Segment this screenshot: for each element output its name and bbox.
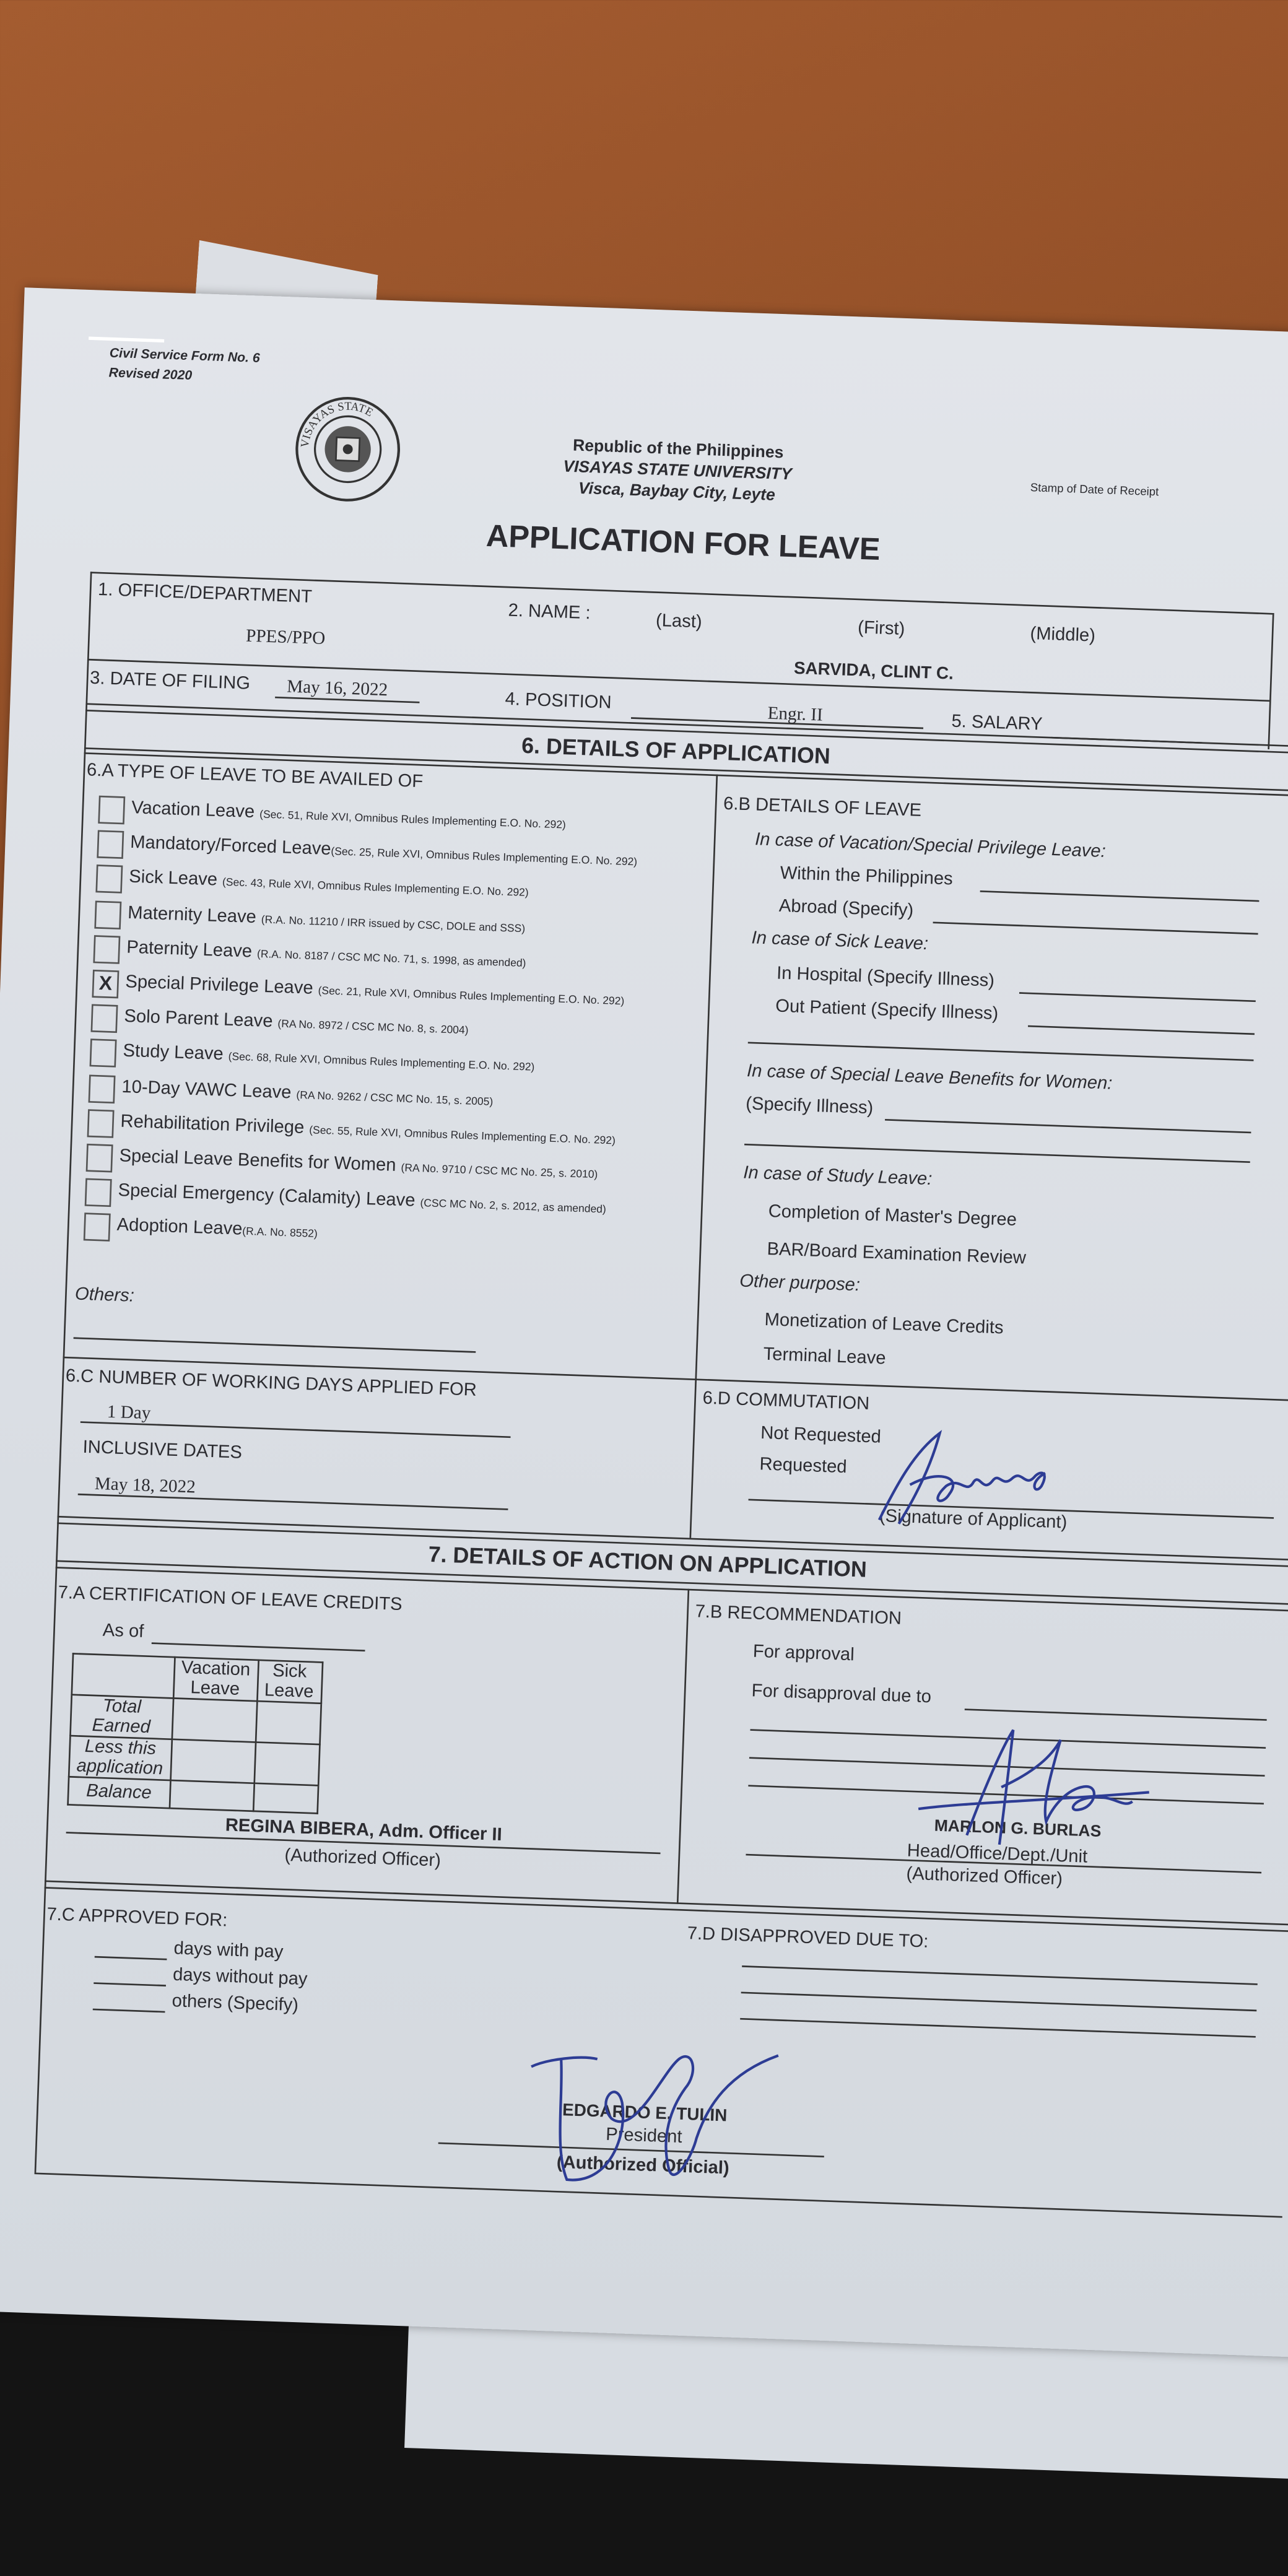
bar-review-option[interactable]: BAR/Board Examination Review [767,1240,1027,1269]
certifying-officer-name: REGINA BIBERA, Adm. Officer II [225,1816,503,1845]
section-6b-heading: 6.B DETAILS OF LEAVE [723,794,922,821]
name-last-label: (Last) [655,611,703,633]
leave-name: Rehabilitation Privilege [120,1112,305,1138]
leave-citation: (Sec. 21, Rule XVI, Omnibus Rules Implementing E.O. No. 292) [318,985,625,1008]
applicant-signature-label: (Signature of Applicant) [879,1507,1068,1533]
checkbox[interactable] [89,1075,116,1104]
not-requested-option[interactable]: Not Requested [760,1424,882,1448]
sick-case-heading: In case of Sick Leave: [751,928,929,955]
others-label: Others: [74,1284,135,1307]
office-value[interactable]: PPES/PPO [245,626,326,650]
abroad-label: Abroad (Specify) [778,896,914,921]
office-label: 1. OFFICE/DEPARTMENT [97,580,313,607]
position-label: 4. POSITION [505,689,612,713]
monetization-option[interactable]: Monetization of Leave Credits [764,1310,1004,1339]
cell[interactable] [170,1739,255,1783]
approving-signature-icon [511,2033,796,2199]
recommending-officer-role: (Authorized Officer) [905,1864,1063,1890]
checkbox[interactable] [90,1038,117,1068]
date-filing-label: 3. DATE OF FILING [89,668,251,694]
recommending-officer-name: MARLON G. BURLAS [934,1817,1102,1842]
name-label: 2. NAME : [508,601,591,624]
other-purpose-heading: Other purpose: [739,1271,861,1296]
checkbox[interactable] [91,1004,118,1033]
row-label: Less this application [69,1736,172,1780]
requested-option[interactable]: Requested [759,1455,848,1478]
checkbox[interactable] [84,1212,111,1242]
leave-citation: (Sec. 55, Rule XVI, Omnibus Rules Implementing E.O. No. 292) [308,1125,616,1147]
for-approval-option[interactable]: For approval [752,1642,855,1666]
inclusive-dates-value[interactable]: May 18, 2022 [94,1474,196,1498]
form-title: APPLICATION FOR LEAVE [485,520,881,568]
leave-name: Adoption Leave [116,1215,243,1240]
cell[interactable] [255,1701,321,1744]
section-6d-heading: 6.D COMMUTATION [702,1388,870,1414]
checkbox[interactable] [85,1178,112,1208]
leave-name: Paternity Leave [126,938,253,962]
university-address: Visca, Baybay City, Leyte [578,480,776,505]
leave-citation: (R.A. No. 8187 / CSC MC No. 71, s. 1998, as amended) [256,949,526,970]
name-first-label: (First) [857,618,905,640]
approving-official-title: President [605,2125,683,2147]
section-7d-heading: 7.D DISAPPROVED DUE TO: [687,1924,929,1952]
checkbox-checked[interactable]: X [92,970,119,999]
leave-name: Solo Parent Leave [123,1007,274,1032]
applicant-signature-icon [863,1417,1080,1540]
for-disapproval-option[interactable]: For disapproval due to [751,1681,932,1708]
out-patient-label: Out Patient (Specify Illness) [775,996,999,1025]
checkbox[interactable] [98,796,125,825]
section-7b-heading: 7.B RECOMMENDATION [695,1602,902,1629]
vacation-case-heading: In case of Vacation/Special Privilege Leave: [754,830,1107,862]
leave-citation: (Sec. 51, Rule XVI, Omnibus Rules Implementing E.O. No. 292) [259,809,567,832]
checkbox[interactable] [86,1144,113,1173]
leave-citation: (Sec. 25, Rule XVI, Omnibus Rules Implementing E.O. No. 292) [331,846,638,869]
leave-name: Special Emergency (Calamity) Leave [118,1181,416,1211]
leave-name: Maternity Leave [127,903,257,928]
section-7a-heading: 7.A CERTIFICATION OF LEAVE CREDITS [58,1583,403,1616]
checkbox[interactable] [97,830,124,859]
masters-degree-option[interactable]: Completion of Master's Degree [768,1202,1017,1230]
days-without-pay-label: days without pay [172,1965,308,1990]
women-specify-label: (Specify Illness) [745,1094,874,1119]
cell[interactable] [254,1742,320,1785]
table-header-vacation: Vacation Leave [173,1657,258,1701]
republic-line: Republic of the Philippines [572,437,784,463]
row-label: Balance [68,1777,170,1808]
svg-text:VISAYAS STATE: VISAYAS STATE [298,399,375,449]
leave-citation: (CSC MC No. 2, s. 2012, as amended) [420,1198,607,1216]
leave-name: Mandatory/Forced Leave [129,832,332,860]
stamp-receipt-label: Stamp of Date of Receipt [1030,482,1159,499]
leave-name: Study Leave [122,1041,224,1065]
name-middle-label: (Middle) [1029,624,1096,646]
form-revision: Revised 2020 [108,365,193,383]
leave-credits-table [67,1653,323,1814]
leave-citation: (Sec. 43, Rule XVI, Omnibus Rules Implementing E.O. No. 292) [222,877,529,900]
in-hospital-label: In Hospital (Specify Illness) [776,964,995,991]
leave-name: Sick Leave [128,867,218,890]
cell[interactable] [172,1698,257,1742]
section-7c-heading: 7.C APPROVED FOR: [46,1905,228,1931]
position-value[interactable]: Engr. II [767,703,824,726]
inclusive-dates-label: INCLUSIVE DATES [82,1437,243,1463]
women-case-heading: In case of Special Leave Benefits for Women: [746,1061,1113,1094]
table-header [72,1653,175,1698]
study-case-heading: In case of Study Leave: [742,1163,933,1190]
checkbox[interactable] [94,901,121,930]
cell[interactable] [253,1783,318,1814]
university-name: VISAYAS STATE UNIVERSITY [562,458,793,485]
form-number: Civil Service Form No. 6 [109,346,261,366]
table-header-sick: Sick Leave [256,1660,322,1704]
leave-citation: (RA No. 9710 / CSC MC No. 25, s. 2010) [401,1162,598,1181]
section-6-heading: 6. DETAILS OF APPLICATION [521,733,831,769]
section-6c-heading: 6.C NUMBER OF WORKING DAYS APPLIED FOR [65,1366,477,1401]
terminal-leave-option[interactable]: Terminal Leave [763,1344,887,1369]
others-specify-label: others (Specify) [172,1991,299,2016]
row-label: Total Earned [70,1695,173,1739]
leave-name: Vacation Leave [131,798,255,823]
as-of-label: As of [102,1621,144,1642]
working-days-value[interactable]: 1 Day [107,1402,151,1424]
leave-name: Special Leave Benefits for Women [119,1146,397,1176]
leave-citation: (RA No. 8972 / CSC MC No. 8, s. 2004) [277,1019,469,1037]
section-7-heading: 7. DETAILS OF ACTION ON APPLICATION [428,1542,868,1582]
university-seal-icon [294,395,402,504]
leave-citation: (R.A. No. 8552) [242,1226,318,1241]
leave-name: Special Privilege Leave [124,972,314,999]
cell[interactable] [169,1780,254,1811]
certifying-officer-role: (Authorized Officer) [284,1846,442,1871]
recommending-officer-title: Head/Office/Dept./Unit [907,1841,1088,1868]
checkbox[interactable] [95,864,123,894]
leave-citation: (RA No. 9262 / CSC MC No. 15, s. 2005) [296,1090,494,1109]
leave-citation: (R.A. No. 11210 / IRR issued by CSC, DOLE and SSS) [261,915,526,936]
section-6a-heading: 6.A TYPE OF LEAVE TO BE AVAILED OF [86,760,424,793]
within-philippines-label: Within the Philippines [780,863,954,890]
approving-official-role: (Authorized Official) [556,2152,730,2179]
recommending-signature-icon [900,1718,1168,1858]
checkbox[interactable] [87,1109,115,1138]
days-with-pay-label: days with pay [173,1939,284,1963]
leave-name: 10-Day VAWC Leave [121,1077,292,1103]
salary-label: 5. SALARY [951,711,1043,735]
leave-citation: (Sec. 68, Rule XVI, Omnibus Rules Implementing E.O. No. 292) [228,1051,535,1074]
name-value[interactable]: SARVIDA, CLINT C. [793,658,954,684]
checkbox[interactable] [93,935,120,964]
date-filing-value[interactable]: May 16, 2022 [286,677,388,701]
approving-official-name: EDGARDO E. TULIN [562,2100,728,2126]
